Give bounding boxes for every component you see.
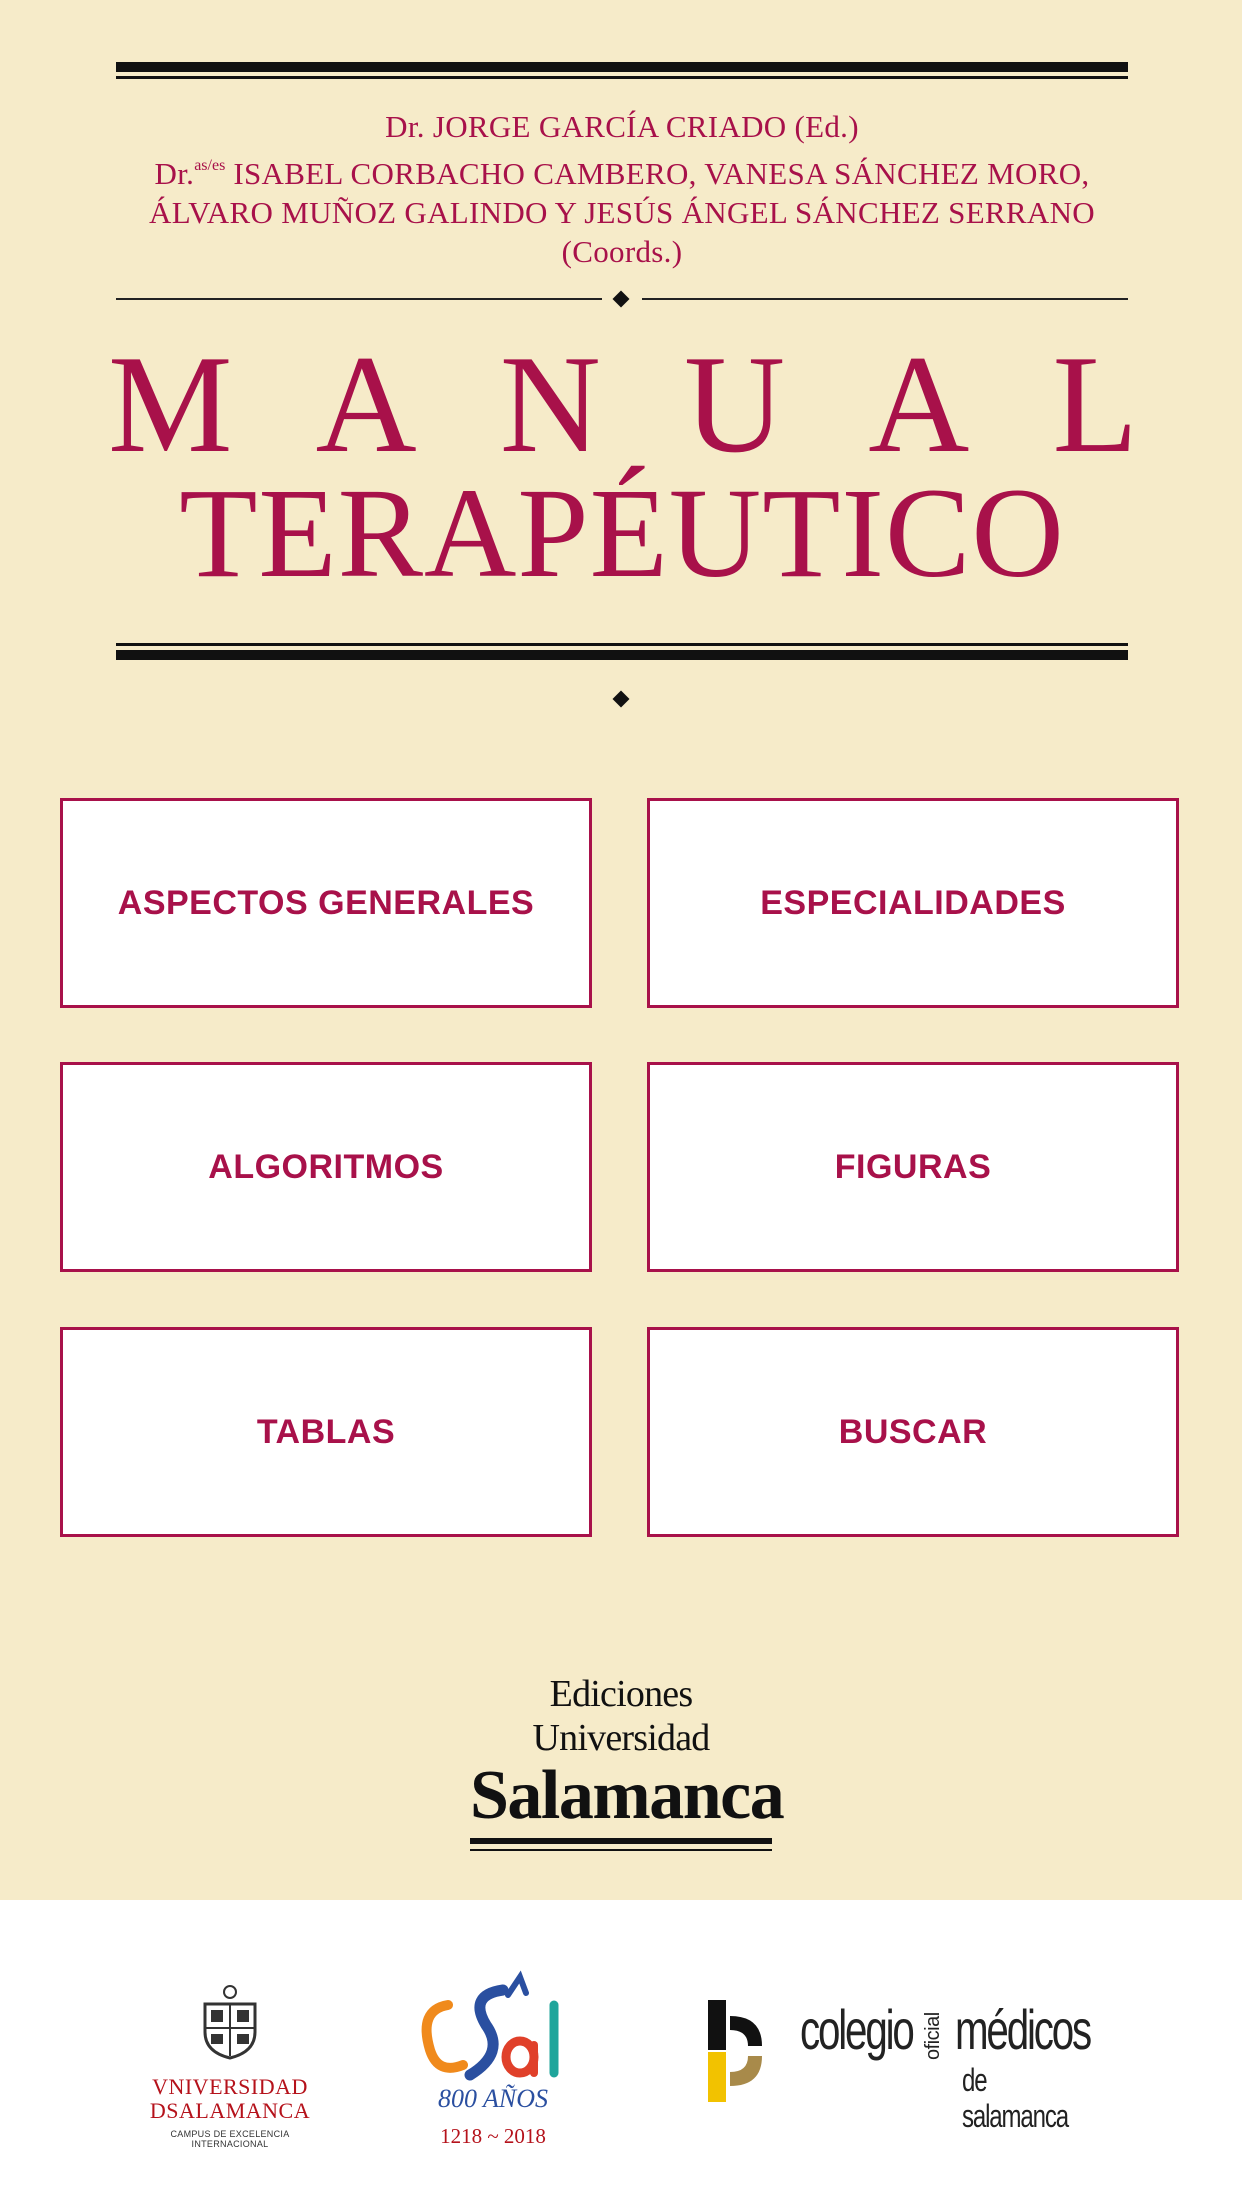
- coords-line-1: Dr.$^{as/es}$ ISABEL CORBACHO CAMBERO, VANESA SÁNCHEZ MORO,: [154, 156, 1090, 191]
- coords-suffix: (Coords.): [561, 234, 683, 269]
- title-rule-thick: [116, 650, 1128, 660]
- title-manual: M A N U A L: [108, 327, 1138, 482]
- coords-line-2: ÁLVARO MUÑOZ GALINDO Y JESÚS ÁNGEL SÁNCHEZ SERRANO: [149, 195, 1095, 230]
- publisher-line-2: Salamanca: [470, 1757, 784, 1834]
- algoritmos-button[interactable]: ALGORITMOS: [60, 1062, 592, 1272]
- top-rule-thin: [116, 76, 1128, 79]
- publisher-logo: [470, 1672, 784, 1851]
- authors-block: [116, 107, 1128, 271]
- colegio-mark-icon: [700, 1996, 780, 2106]
- colegio-medicos-logo: colegio oficial médicos de salamanca: [700, 1990, 1120, 2120]
- buscar-button[interactable]: BUSCAR: [647, 1327, 1179, 1537]
- divider-left: [116, 298, 602, 300]
- divider-right: [642, 298, 1128, 300]
- aspectos-generales-button[interactable]: ASPECTOS GENERALES: [60, 798, 592, 1008]
- especialidades-button[interactable]: ESPECIALIDADES: [647, 798, 1179, 1008]
- publisher-rule-thick: [470, 1838, 772, 1844]
- anniversary-years: 1218 ~ 2018: [440, 2124, 546, 2148]
- top-rule-thick: [116, 62, 1128, 72]
- figuras-button[interactable]: FIGURAS: [647, 1062, 1179, 1272]
- title-terapeutico: TERAPÉUTICO: [179, 462, 1065, 604]
- title-rule-thin: [116, 643, 1128, 646]
- usal-crest-icon: [195, 1982, 265, 2060]
- editor-line: Dr. JORGE GARCÍA CRIADO (Ed.): [385, 109, 859, 144]
- usal-logo: VNIVERSIDAD DSALAMANCA CAMPUS DE EXCELENCIA INTERNACIONAL: [135, 1982, 325, 2149]
- svg-text:800 AÑOS: 800 AÑOS: [437, 2084, 549, 2113]
- publisher-line-1: Ediciones Universidad: [532, 1673, 710, 1759]
- usal-800-mark-icon: [408, 1965, 578, 2115]
- tablas-button[interactable]: TABLAS: [60, 1327, 592, 1537]
- usal-800-logo: [398, 1965, 588, 2149]
- publisher-rule-thin: [470, 1849, 772, 1851]
